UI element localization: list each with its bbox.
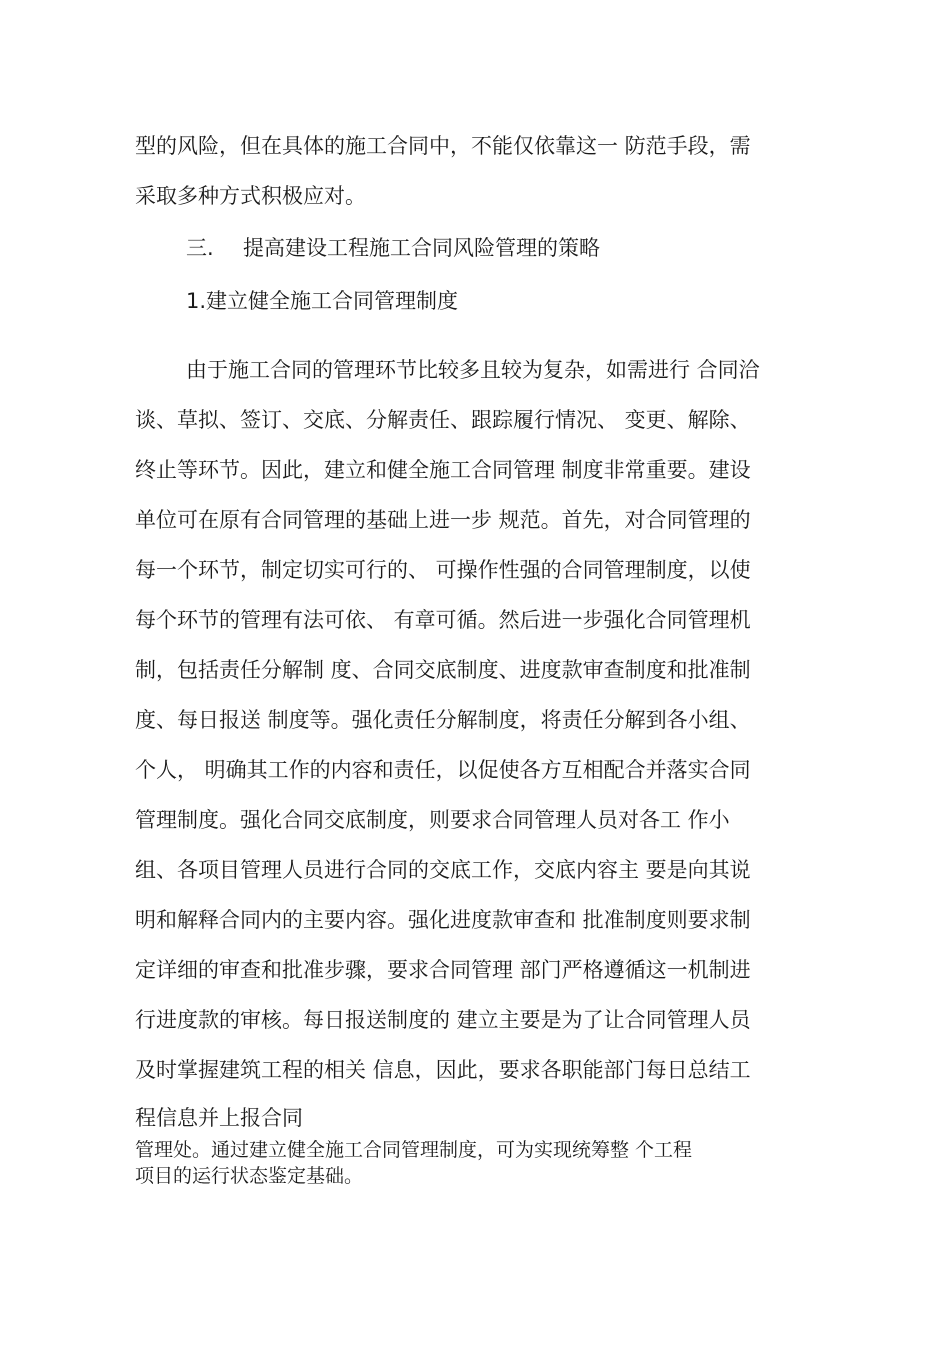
paragraph-line: 度、每日报送 制度等。强化责任分解制度，将责任分解到各小组、 (135, 708, 751, 732)
paragraph-line: 单位可在原有合同管理的基础上进一步 规范。首先，对合同管理的 (135, 508, 751, 532)
tail-line: 项目的运行状态鉴定基础。 (135, 1165, 364, 1187)
paragraph-line: 及时掌握建筑工程的相关 信息，因此，要求各职能部门每日总结工 (135, 1058, 751, 1082)
paragraph-line: 由于施工合同的管理环节比较多且较为复杂，如需进行 合同洽 (186, 358, 760, 382)
paragraph-line: 明和解释合同内的主要内容。强化进度款审查和 批准制度则要求制 (135, 908, 751, 932)
paragraph-line: 每个环节的管理有法可依、 有章可循。然后进一步强化合同管理机 (135, 608, 751, 632)
paragraph-line: 制，包括责任分解制 度、合同交底制度、进度款审查制度和批准制 (135, 658, 751, 682)
section-title: 提高建设工程施工合同风险管理的策略 (243, 236, 600, 260)
continuation-line-1: 型的风险，但在具体的施工合同中，不能仅依靠这一 防范手段，需 (135, 134, 751, 158)
paragraph-line: 谈、草拟、签订、交底、分解责任、跟踪履行情况、 变更、解除、 (135, 408, 751, 432)
paragraph-line: 组、各项目管理人员进行合同的交底工作，交底内容主 要是向其说 (135, 858, 751, 882)
paragraph-line: 每一个环节，制定切实可行的、 可操作性强的合同管理制度，以使 (135, 558, 751, 582)
paragraph-line: 个人， 明确其工作的内容和责任，以促使各方互相配合并落实合同 (135, 758, 751, 782)
section-number: 三. (186, 236, 214, 260)
tail-line: 管理处。通过建立健全施工合同管理制度，可为实现统筹整 个工程 (135, 1139, 693, 1161)
subheading: 1.建立健全施工合同管理制度 (186, 289, 459, 313)
paragraph-line: 管理制度。强化合同交底制度，则要求合同管理人员对各工 作小 (135, 808, 730, 832)
paragraph-line: 行进度款的审核。每日报送制度的 建立主要是为了让合同管理人员 (135, 1008, 751, 1032)
paragraph-line: 程信息并上报合同 (135, 1106, 303, 1130)
paragraph-line: 定详细的审查和批准步骤，要求合同管理 部门严格遵循这一机制进 (135, 958, 751, 982)
paragraph-line: 终止等环节。因此，建立和健全施工合同管理 制度非常重要。建设 (135, 458, 751, 482)
continuation-line-2: 采取多种方式积极应对。 (135, 184, 366, 208)
